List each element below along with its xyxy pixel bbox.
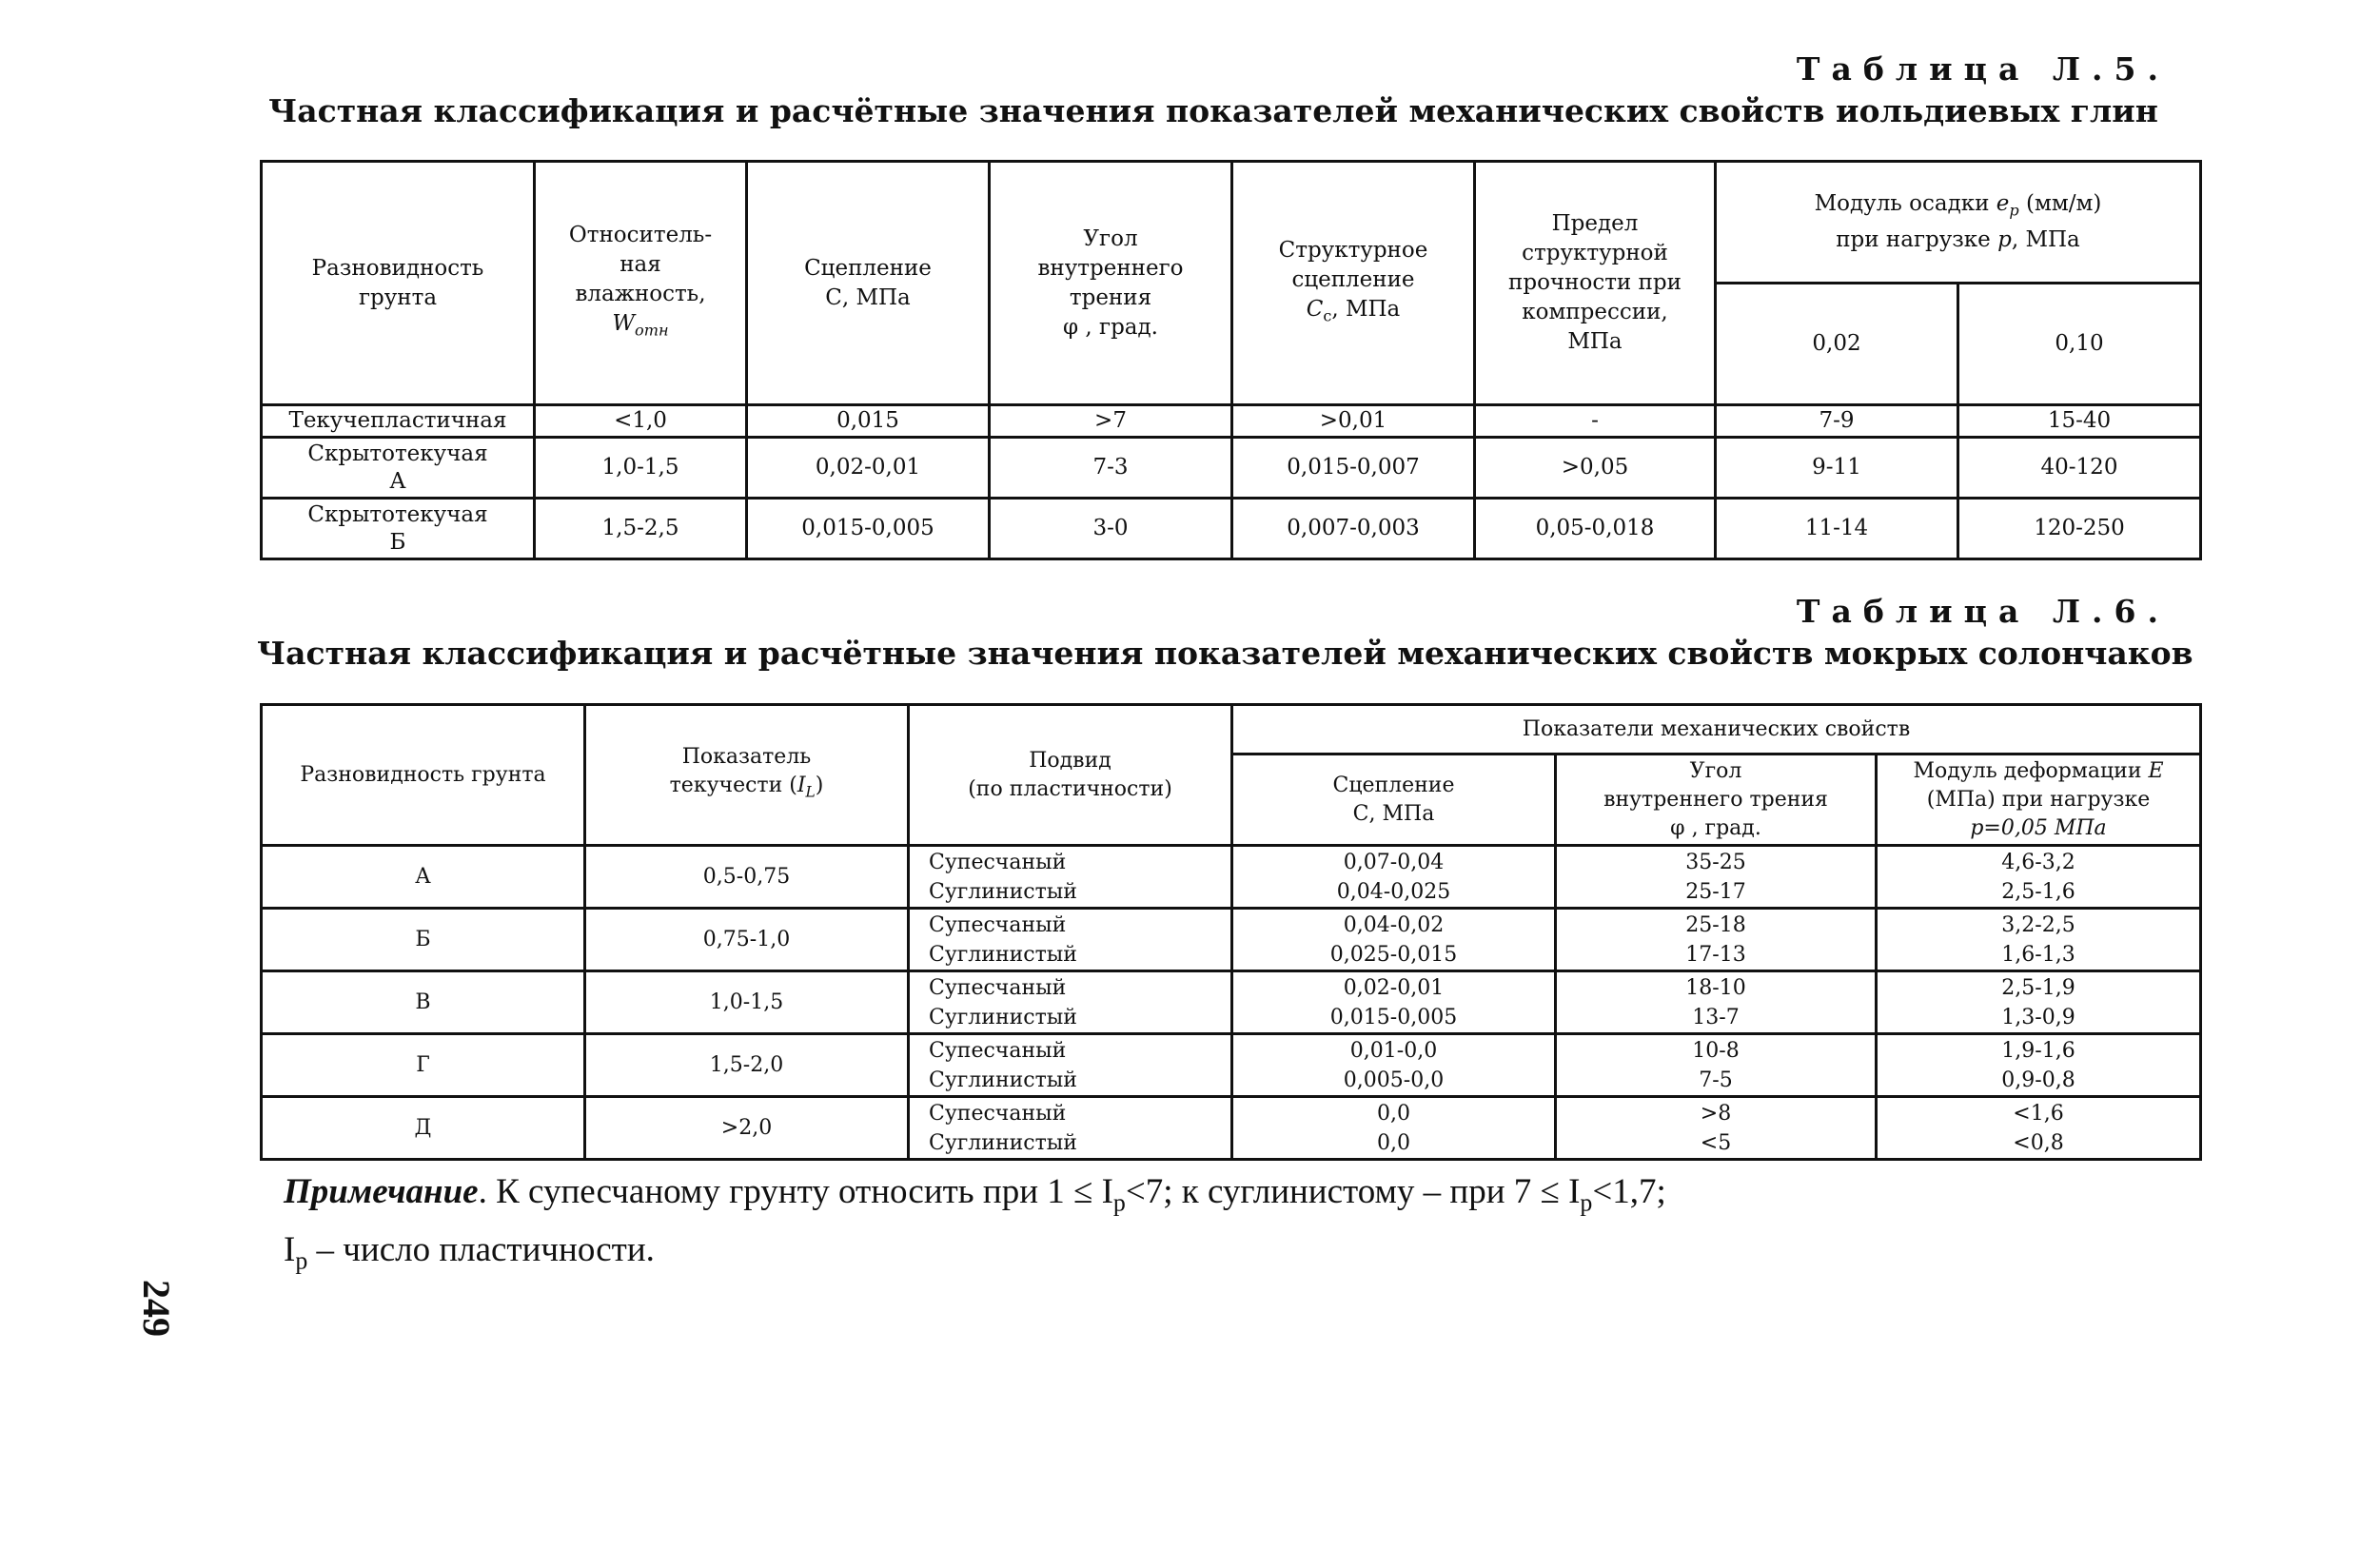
cell-line: 0,025-0,015 <box>1329 942 1458 967</box>
humidity-subscript: отн <box>635 321 669 340</box>
cell-structural: >0,01 <box>1232 405 1475 438</box>
cell-cohesion <box>1232 909 1556 971</box>
cell-liquidity-index: 1,0-1,5 <box>585 971 909 1034</box>
header-cohesion <box>747 162 990 405</box>
cell-liquidity-index: 0,5-0,75 <box>585 846 909 909</box>
modulus-subscript: p <box>2009 201 2019 220</box>
footnote-label: Примечание <box>284 1172 479 1211</box>
cell-modulus-1: 9-11 <box>1716 438 1958 499</box>
cell-subtype <box>909 1034 1232 1097</box>
table-row <box>262 971 2201 1034</box>
cell-line: 35-25 <box>1685 850 1746 874</box>
cell-line: 0,01-0,0 <box>1349 1038 1438 1063</box>
structural-symbol: С <box>1306 296 1324 322</box>
header-cohesion <box>1232 754 1556 846</box>
cell-limit: 0,05-0,018 <box>1475 499 1716 559</box>
cell-modulus-1: 11-14 <box>1716 499 1958 559</box>
header-line: внутреннего <box>1037 255 1184 281</box>
cell-line: Скрытотекучая <box>307 441 488 466</box>
cell-cohesion: 0,015-0,005 <box>747 499 990 559</box>
header-line: Модуль деформации <box>1913 758 2149 783</box>
cell-liquidity-index: 1,5-2,0 <box>585 1034 909 1097</box>
table-5-title: Частная классификация и расчётные значения показателей механических свойств иольдиевых глин <box>268 92 2158 129</box>
cell-line: Б <box>389 529 406 555</box>
header-line: (по пластичности) <box>968 776 1172 801</box>
cell-line: <5 <box>1700 1130 1732 1155</box>
header-liquidity-index <box>585 705 909 846</box>
cell-line: 0,005-0,0 <box>1343 1068 1445 1092</box>
cell-friction: 3-0 <box>990 499 1232 559</box>
header-line: Структурное <box>1278 237 1428 263</box>
cell-line: 0,04-0,025 <box>1336 879 1451 904</box>
cell-cohesion <box>1232 846 1556 909</box>
table-6-header-row <box>262 705 2201 754</box>
header-line: внутреннего трения <box>1603 787 1828 812</box>
cell-humidity: 1,0-1,5 <box>535 438 747 499</box>
cell-subtype <box>909 971 1232 1034</box>
table-6-title: Частная классификация и расчётные значения показателей механических свойств мокрых солончаков <box>257 635 2193 672</box>
cell-liquidity-index: 0,75-1,0 <box>585 909 909 971</box>
cell-modulus <box>1877 971 2201 1034</box>
cell-line: 25-17 <box>1685 879 1746 904</box>
footnote-text: <1,7; <box>1592 1172 1666 1211</box>
cell-subtype <box>909 909 1232 971</box>
header-line: влажность, <box>575 282 706 307</box>
cell-line: Суглинистый <box>929 879 1077 904</box>
header-line: Предел <box>1551 211 1639 236</box>
footnote-text: К супесчаному грунту относить при 1 ≤ I <box>486 1172 1113 1211</box>
cell-variety: Д <box>262 1097 585 1160</box>
footnote-subscript: p <box>1112 1188 1126 1217</box>
table-6 <box>260 703 2202 1161</box>
header-line: компрессии, <box>1522 300 1668 324</box>
cell-line: 1,3-0,9 <box>2001 1005 2075 1029</box>
cell-friction <box>1556 1034 1877 1097</box>
cell-friction <box>1556 846 1877 909</box>
cell-line: 2,5-1,9 <box>2001 975 2075 1000</box>
cell-line: 17-13 <box>1685 942 1746 967</box>
header-friction <box>990 162 1232 405</box>
cell-line: 1,9-1,6 <box>2001 1038 2075 1063</box>
table-row <box>262 499 2201 559</box>
cell-friction: >7 <box>990 405 1232 438</box>
cell-line: 0,0 <box>1377 1130 1410 1155</box>
header-line: Разновидность <box>311 255 484 281</box>
header-friction <box>1556 754 1877 846</box>
header-unit: С, МПа <box>825 284 911 310</box>
cell-variety <box>262 438 535 499</box>
footnote-dot: . <box>478 1172 487 1211</box>
footnote-symbol: I <box>284 1230 296 1270</box>
cell-variety: А <box>262 846 585 909</box>
header-line: прочности при <box>1508 270 1682 295</box>
modulus-symbol: e <box>1996 191 2010 217</box>
header-line: Модуль осадки <box>1814 191 1996 217</box>
header-modulus <box>1716 162 2201 284</box>
cell-line: Скрытотекучая <box>307 501 488 527</box>
modulus-unit: (мм/м) <box>2018 191 2102 217</box>
table-row <box>262 909 2201 971</box>
structural-subscript: с <box>1323 306 1332 325</box>
table-5 <box>260 160 2202 560</box>
header-line: Сцепление <box>804 255 932 281</box>
cell-line: <1,6 <box>2013 1101 2064 1126</box>
header-limit <box>1475 162 1716 405</box>
index-subscript: L <box>805 783 816 801</box>
cell-line: 1,6-1,3 <box>2001 942 2075 967</box>
modulus-symbol: E <box>2148 758 2164 783</box>
cell-line: 0,015-0,005 <box>1329 1005 1458 1029</box>
footnote-text: – число пластичности. <box>307 1230 655 1270</box>
header-unit: φ , град. <box>1063 314 1158 340</box>
header-variety <box>262 162 535 405</box>
cell-humidity: <1,0 <box>535 405 747 438</box>
cell-friction <box>1556 909 1877 971</box>
cell-line: А <box>389 468 406 494</box>
cell-line: 3,2-2,5 <box>2001 912 2075 937</box>
cell-line: 0,07-0,04 <box>1343 850 1445 874</box>
cell-modulus-2: 15-40 <box>1958 405 2201 438</box>
table-row <box>262 438 2201 499</box>
cell-line: 4,6-3,2 <box>2001 850 2075 874</box>
cell-limit: >0,05 <box>1475 438 1716 499</box>
cell-line: Супесчаный <box>929 912 1067 937</box>
header-deformation-modulus <box>1877 754 2201 846</box>
cell-cohesion: 0,02-0,01 <box>747 438 990 499</box>
cell-modulus-1: 7-9 <box>1716 405 1958 438</box>
header-line: грунта <box>358 284 438 310</box>
header-line: Показатель <box>681 745 812 770</box>
table-row <box>262 846 2201 909</box>
cell-friction <box>1556 971 1877 1034</box>
header-mechanical-properties: Показатели механических свойств <box>1232 705 2201 754</box>
table-6-number: Таблица Л.6. <box>1796 593 2170 630</box>
cell-cohesion <box>1232 971 1556 1034</box>
cell-line: 2,5-1,6 <box>2001 879 2075 904</box>
cell-liquidity-index: >2,0 <box>585 1097 909 1160</box>
header-line: МПа <box>1567 329 1623 354</box>
footnote-subscript: p <box>295 1246 308 1275</box>
table-5-header-row <box>262 162 2201 284</box>
header-variety: Разновидность грунта <box>262 705 585 846</box>
cell-line: 0,04-0,02 <box>1343 912 1445 937</box>
structural-unit: , МПа <box>1331 296 1401 322</box>
header-unit: φ , град. <box>1670 815 1761 840</box>
cell-line: Супесчаный <box>929 975 1067 1000</box>
header-structural <box>1232 162 1475 405</box>
table-6-caption <box>257 592 2193 676</box>
index-symbol: I <box>797 774 806 798</box>
header-line: при нагрузке <box>1836 226 1998 252</box>
cell-line: 18-10 <box>1685 975 1746 1000</box>
cell-variety: Б <box>262 909 585 971</box>
cell-variety: Г <box>262 1034 585 1097</box>
humidity-symbol: W <box>612 311 636 337</box>
cell-modulus <box>1877 1034 2201 1097</box>
header-line: Относитель- <box>568 223 713 248</box>
footnote <box>284 1168 1666 1285</box>
footnote-text: <7; к суглинистому – при 7 ≤ I <box>1125 1172 1581 1211</box>
cell-line: 10-8 <box>1692 1038 1740 1063</box>
cell-modulus-2: 120-250 <box>1958 499 2201 559</box>
header-line: p=0,05 МПа <box>1970 815 2107 840</box>
header-line: текучести ( <box>669 774 797 798</box>
cell-modulus <box>1877 1097 2201 1160</box>
cell-cohesion: 0,015 <box>747 405 990 438</box>
cell-line: Супесчаный <box>929 1038 1067 1063</box>
cell-humidity: 1,5-2,5 <box>535 499 747 559</box>
header-load-1: 0,02 <box>1716 284 1958 405</box>
cell-variety: В <box>262 971 585 1034</box>
header-unit: С, МПа <box>1352 801 1435 826</box>
cell-line: Суглинистый <box>929 1068 1077 1092</box>
footnote-subscript: p <box>1580 1188 1593 1217</box>
cell-friction: 7-3 <box>990 438 1232 499</box>
table-row <box>262 405 2201 438</box>
header-line: сцепление <box>1291 266 1415 292</box>
header-humidity <box>535 162 747 405</box>
cell-line: Суглинистый <box>929 1130 1077 1155</box>
cell-friction <box>1556 1097 1877 1160</box>
table-5-number: Таблица Л.5. <box>1796 50 2170 88</box>
cell-line: >8 <box>1700 1101 1732 1126</box>
header-line: структурной <box>1522 241 1668 265</box>
header-line: (МПа) при нагрузке <box>1926 787 2151 812</box>
cell-line: 13-7 <box>1692 1005 1740 1029</box>
cell-subtype <box>909 1097 1232 1160</box>
header-load-2: 0,10 <box>1958 284 2201 405</box>
cell-line: Суглинистый <box>929 942 1077 967</box>
cell-modulus <box>1877 846 2201 909</box>
header-line: Угол <box>1083 225 1138 251</box>
cell-line: 0,02-0,01 <box>1343 975 1445 1000</box>
index-close: ) <box>815 774 824 798</box>
page-number: 249 <box>135 1280 178 1337</box>
header-line: трения <box>1069 284 1152 310</box>
header-line: Подвид <box>1029 748 1111 773</box>
cell-structural: 0,015-0,007 <box>1232 438 1475 499</box>
cell-cohesion <box>1232 1034 1556 1097</box>
cell-line: <0,8 <box>2013 1130 2064 1155</box>
cell-line: 0,9-0,8 <box>2001 1068 2075 1092</box>
cell-line: Супесчаный <box>929 1101 1067 1126</box>
table-row <box>262 1097 2201 1160</box>
header-line: ная <box>620 252 661 278</box>
cell-variety: Текучепластичная <box>262 405 535 438</box>
load-symbol: p <box>1997 226 2012 252</box>
cell-cohesion <box>1232 1097 1556 1160</box>
cell-line: 0,0 <box>1377 1101 1410 1126</box>
table-row <box>262 1034 2201 1097</box>
header-line: Угол <box>1689 758 1742 783</box>
cell-limit: - <box>1475 405 1716 438</box>
cell-line: Супесчаный <box>929 850 1067 874</box>
cell-modulus-2: 40-120 <box>1958 438 2201 499</box>
cell-line: 7-5 <box>1699 1068 1733 1092</box>
cell-modulus <box>1877 909 2201 971</box>
cell-line: 25-18 <box>1685 912 1746 937</box>
cell-structural: 0,007-0,003 <box>1232 499 1475 559</box>
load-unit: , МПа <box>2011 226 2080 252</box>
header-subtype <box>909 705 1232 846</box>
cell-line: Суглинистый <box>929 1005 1077 1029</box>
table-5-caption <box>257 49 2170 133</box>
cell-subtype <box>909 846 1232 909</box>
cell-variety <box>262 499 535 559</box>
header-line: Сцепление <box>1332 773 1455 797</box>
